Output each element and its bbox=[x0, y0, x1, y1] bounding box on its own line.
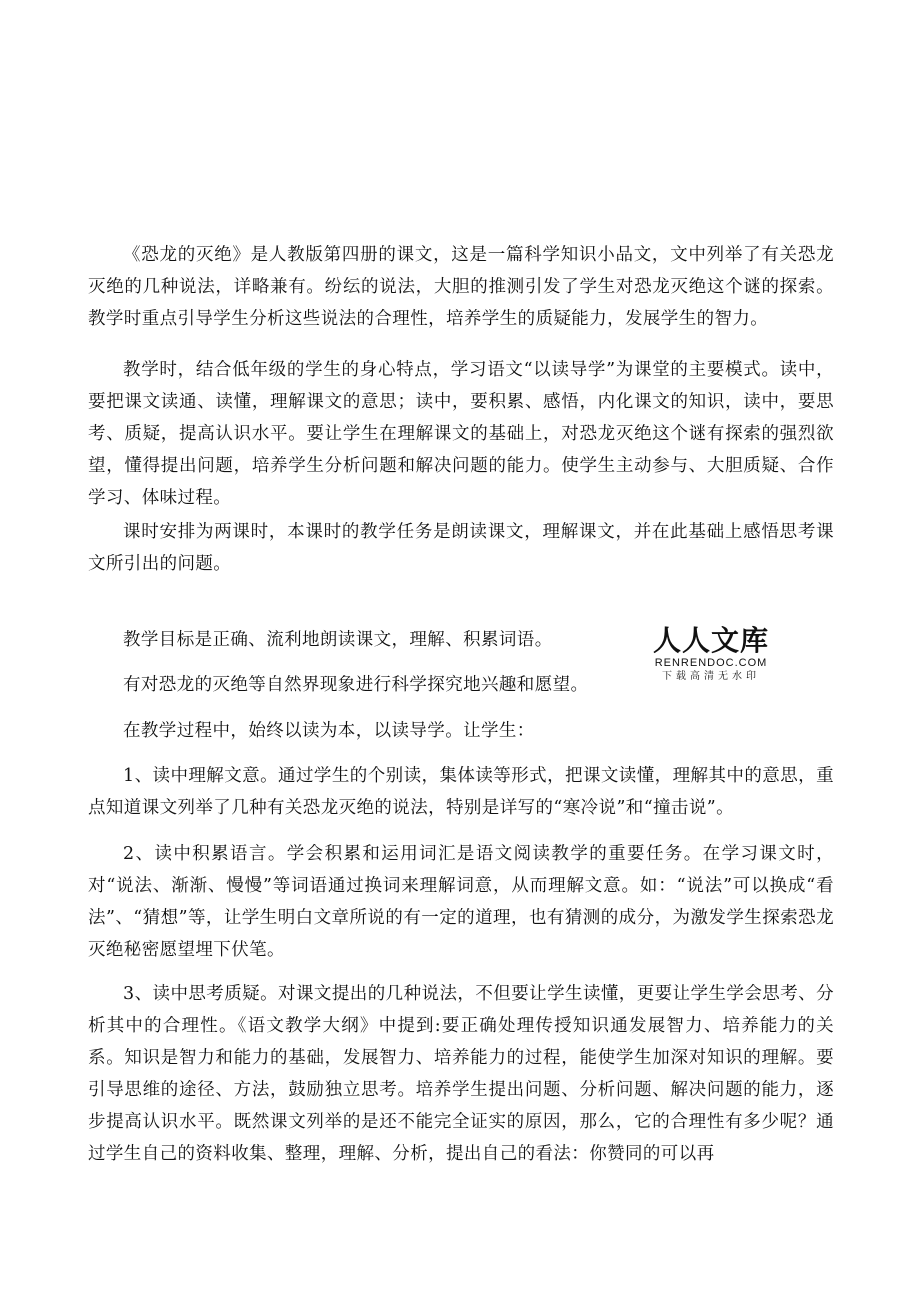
paragraph-intro: 《恐龙的灭绝》是人教版第四册的课文，这是一篇科学知识小品文，文中列举了有关恐龙灭绝的几种说法，详略兼有。纷纭的说法，大胆的推测引发了学生对恐龙灭绝这个谜的探索。教学时重点引导学生分析这些说法的合理性，培养学生的质疑能力，发展学生的智力。 bbox=[88, 245, 834, 329]
paragraph-point-2: 2、读中积累语言。学会积累和运用词汇是语文阅读教学的重要任务。在学习课文时，对“说法、渐渐、慢慢”等词语通过换词来理解词意，从而理解文意。如：“说法”可以换成“看法”、“猜想”等，让学生明白文章所说的有一定的道理，也有猜测的成分，为激发学生探索恐龙灭绝秘密愿望埋下伏笔。 bbox=[88, 844, 834, 960]
paragraph-objective: 教学目标是正确、流利地朗读课文，理解、积累词语。 bbox=[123, 630, 553, 650]
watermark-url: RENRENDOC.COM bbox=[654, 657, 768, 669]
paragraph-point-1: 1、读中理解文意。通过学生的个别读，集体读等形式，把课文读懂，理解其中的意思，重点知道课文列举了几种有关恐龙灭绝的说法，特别是详写的“寒冷说”和“撞击说”。 bbox=[88, 766, 834, 818]
watermark-subtitle: 下载高清无水印 bbox=[662, 671, 760, 682]
paragraph-schedule: 课时安排为两课时，本课时的教学任务是朗读课文，理解课文，并在此基础上感悟思考课文所引出的问题。 bbox=[88, 522, 834, 574]
paragraph-point-3: 3、读中思考质疑。对课文提出的几种说法，不但要让学生读懂，更要让学生学会思考、分析其中的合理性。《语文教学大纲》中提到:要正确处理传授知识通发展智力、培养能力的关系。知识是智力和能力的基础，发展智力、培养能力的过程，能使学生加深对知识的理解。要引导思维的途径、方法，鼓励独立思考。培养学生提出问题、分析问题、解决问题的能力，逐步提高认识水平。既然课文列举的是还不能完全证实的原因，那么，它的合理性有多少呢？通过学生自己的资料收集、整理，理解、分析，提出自己的看法：你赞同的可以再 bbox=[88, 984, 834, 1164]
paragraph-teaching-method: 教学时，结合低年级的学生的身心特点，学习语文“以读导学”为课堂的主要模式。读中，要把课文读通、读懂，理解课文的意思；读中，要积累、感悟，内化课文的知识，读中，要思考、质疑，提高认识水平。要让学生在理解课文的基础上，对恐龙灭绝这个谜有探索的强烈欲望，懂得提出问题，培养学生分析问题和解决问题的能力。使学生主动参与、大胆质疑、合作学习、体味过程。 bbox=[88, 360, 834, 508]
watermark-logo bbox=[649, 626, 773, 683]
paragraph-interest: 有对恐龙的灭绝等自然界现象进行科学探究地兴趣和愿望。 bbox=[123, 675, 589, 695]
paragraph-process: 在教学过程中，始终以读为本，以读导学。让学生： bbox=[123, 721, 535, 741]
watermark-title: 人人文库 bbox=[652, 624, 769, 657]
